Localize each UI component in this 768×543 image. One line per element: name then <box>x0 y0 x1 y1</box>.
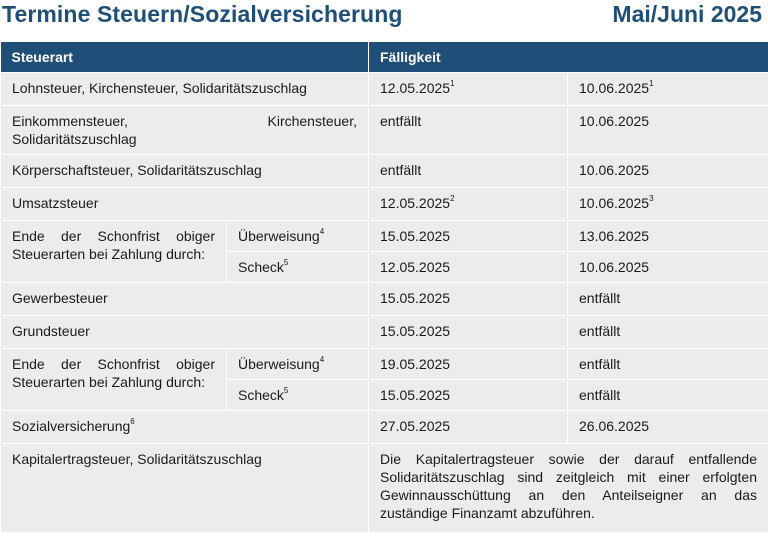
grace-period-label: Ende der Schonfrist obiger Steuerarten bei Zahlung durch: <box>1 349 227 411</box>
period-label: Mai/Juni 2025 <box>612 1 762 27</box>
table-row <box>1 221 768 252</box>
due-date-june: 13.06.2025 <box>568 221 768 252</box>
tax-type-cell: Grundsteuer <box>1 316 369 349</box>
footnote-ref: 4 <box>319 227 325 237</box>
payment-method-check: Scheck$^5$ <box>227 252 369 283</box>
due-date-may: 12.05.2025$^2$ <box>369 188 568 221</box>
tax-type-cell: Umsatzsteuer <box>1 188 369 221</box>
footnote-ref: 3 <box>649 194 654 204</box>
tax-type-cell: Kapitalertragsteuer, Solidaritätszuschlag <box>1 444 369 533</box>
due-date-june: 10.06.2025$^3$ <box>568 188 768 221</box>
due-date-june: entfällt <box>568 283 768 316</box>
footnote-ref: 5 <box>283 386 289 396</box>
due-date-may: 12.05.2025$^1$ <box>369 73 568 106</box>
grace-period-label: Ende der Schonfrist obiger Steuerarten bei Zahlung durch: <box>1 221 227 283</box>
due-date-may: 19.05.2025 <box>369 349 568 380</box>
column-header-tax-type: Steuerart <box>1 42 369 73</box>
footnote-ref: 6 <box>130 417 135 427</box>
footnote-ref: 1 <box>450 79 455 89</box>
due-date-may: 15.05.2025 <box>369 380 568 411</box>
due-date-may: entfällt <box>369 106 568 155</box>
due-date-june: 10.06.2025$^1$ <box>568 73 768 106</box>
due-date-june: 26.06.2025 <box>568 411 768 444</box>
due-date-june: 10.06.2025 <box>568 106 768 155</box>
footnote-ref: 4 <box>319 355 325 365</box>
due-date-june: 10.06.2025 <box>568 155 768 188</box>
due-date-may: 15.05.2025 <box>369 283 568 316</box>
table-row <box>1 283 768 316</box>
due-date-may: 12.05.2025 <box>369 252 568 283</box>
column-header-due-date: Fälligkeit <box>369 42 768 73</box>
tax-deadline-table <box>0 42 768 533</box>
table-row <box>1 349 768 380</box>
due-date-june: entfällt <box>568 380 768 411</box>
due-date-june: entfällt <box>568 316 768 349</box>
page-title: Termine Steuern/Sozialversicherung <box>2 1 403 27</box>
page-header <box>0 0 768 42</box>
payment-method-transfer: Überweisung$^4$ <box>227 349 369 380</box>
footnote-ref: 1 <box>649 79 654 89</box>
tax-type-cell: Einkommensteuer, Kirchensteuer, Solidaritätszuschlag <box>1 106 369 155</box>
tax-type-cell: Lohnsteuer, Kirchensteuer, Solidaritätszuschlag <box>1 73 369 106</box>
footnote-ref: 2 <box>450 194 455 204</box>
table-row <box>1 73 768 106</box>
payment-method-transfer: Überweisung$^4$ <box>227 221 369 252</box>
tax-type-cell: Gewerbesteuer <box>1 283 369 316</box>
table-header-row <box>1 42 768 73</box>
footnote-ref: 5 <box>283 258 289 268</box>
due-date-may: 27.05.2025 <box>369 411 568 444</box>
tax-type-cell: Sozialversicherung$^6$ <box>1 411 369 444</box>
table-row <box>1 411 768 444</box>
due-date-june: 10.06.2025 <box>568 252 768 283</box>
table-row <box>1 316 768 349</box>
payment-method-check: Scheck$^5$ <box>227 380 369 411</box>
table-row <box>1 444 768 533</box>
due-date-may: 15.05.2025 <box>369 221 568 252</box>
table-row <box>1 155 768 188</box>
due-date-may: 15.05.2025 <box>369 316 568 349</box>
due-date-may: entfällt <box>369 155 568 188</box>
table-row <box>1 106 768 155</box>
due-date-june: entfällt <box>568 349 768 380</box>
capital-gains-note: Die Kapitalertragsteuer sowie der darauf entfallende Solidaritätszuschlag sind zeitgleich mit einer erfolgten Gewinnausschüttung an den Anteilseigner an das zuständige Finanzamt abzuführen. <box>369 444 768 533</box>
table-row <box>1 188 768 221</box>
tax-type-cell: Körperschaftsteuer, Solidaritätszuschlag <box>1 155 369 188</box>
